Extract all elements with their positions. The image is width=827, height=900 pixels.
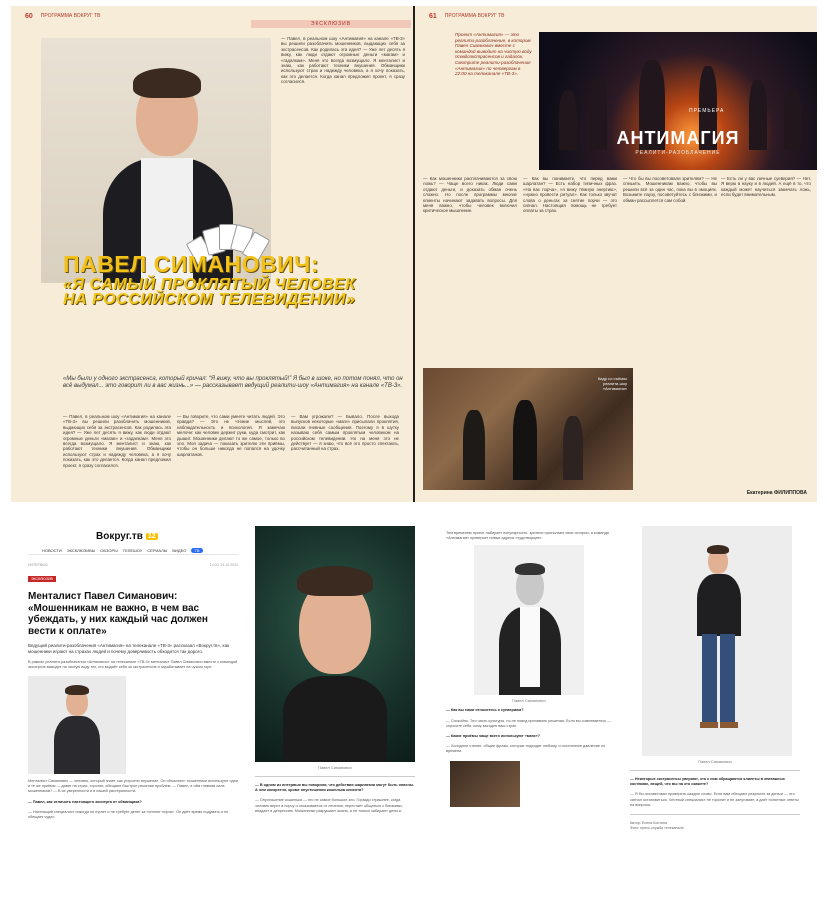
nav-item-video[interactable]: ВИДЕО <box>172 547 187 553</box>
nav-item-exclusives[interactable]: ЭКСКЛЮЗИВЫ <box>66 547 96 553</box>
article-photo[interactable] <box>28 676 126 774</box>
question-text: — Как вы сами относитесь к суевериям? <box>446 708 524 713</box>
article-body: Менталист Симанович — человек, который знает, как устроено внушение. Он объясняет: мошенники используют одни и те же приёмы — давят на страх, торопят, обещают быстрое решение проблем. — Павел, в чём главная сила мошенников? — В их уверенности и в нашей растерянности. <box>28 779 238 794</box>
question-text: — Какие приёмы чаще всего используют «маги»? <box>446 734 540 739</box>
divider <box>630 770 800 771</box>
photo-credit: Фото: пресс-служба телеканала <box>630 826 684 831</box>
page-header-text: ПРОГРАММА ВОКРУГ ТВ <box>444 13 505 19</box>
person-jacket <box>697 574 741 636</box>
article-meta <box>28 563 238 567</box>
question-text: — В одном из интервью вы говорили, что действия шарлатана могут быть опасны. А чем конкретно, кроме опустошения кошелька клиента? <box>255 783 415 793</box>
text-column-3: — Что бы вы посоветовали зрителям? — Не спешить. Мошенникам важно, чтобы вы решили всё за один час, пока вы в эмоциях. Возьмите паузу, посоветуйтесь с близкими, и обман рассыплется сам собой. <box>623 176 717 203</box>
article-question <box>28 800 238 805</box>
person-hair <box>297 566 373 596</box>
text-column-2: — Как вы понимаете, что перед вами шарлатан? — Есть набор типичных фраз. «На вас порча», «я вижу тёмную энергию», «нужно провести ритуал». Как только звучат слова о деньгах за снятие порчи — это сигнал. Настоящая помощь не требует оплаты за страх. <box>523 176 617 214</box>
promo-poster <box>539 32 817 170</box>
article-section[interactable]: ИНТЕРВЬЮ <box>28 563 49 567</box>
photo-caption: Павел Симанович <box>512 698 546 704</box>
article-author: Автор: Елена Костина <box>630 821 667 826</box>
web-article-panel-2 <box>255 526 415 900</box>
article-answer: — Холодное чтение, общие фразы, которые подходят любому, и постоянное давление по времени. <box>446 744 606 754</box>
site-header <box>28 526 238 546</box>
page-header <box>415 6 817 26</box>
site-logo[interactable]: Вокруг.тв <box>96 530 143 542</box>
magazine-right-page <box>415 6 817 502</box>
article-date: 14:00, 23.10.2024 <box>209 563 238 567</box>
photo-caption: Павел Симанович <box>698 759 732 764</box>
text-column-side: — Павел, в реальном шоу «Антимагия» на канале «ТВ-3» вы решили разоблачить мошенников, выдающих себя за экстрасенсов. Как родилась эта идея? — Уже лет десять я вижу, как люди отдают огромные деньги «магам» и «гадалкам». Меня это всегда возмущало. Я менталист и знаю, как работают техники внушения. Обманщики используют страх и надежду человека, а я хочу показать, как это делается. Когда канал предложил проект, я сразу согласился. <box>281 36 405 85</box>
web-article-panel-4 <box>630 526 800 900</box>
article-lead: Ведущий реалити-разоблачения «Антимагия» на телеканале «ТВ-3» рассказал «Вокруг.тв», как мошенники играют на страхах людей и почему доверчивость обходится так дорого. <box>28 643 230 654</box>
promo-title: АНТИМАГИЯ <box>616 128 740 148</box>
magazine-left-page <box>11 6 413 502</box>
article-answer: — Опустошение кошелька — это не самое большое зло. Гораздо страшнее, когда человек верит в порчу и отказывается от лечения, перестаёт общаться с близкими, впадает в депрессию. Мошенники разрушают жизни, а не только забирают деньги. <box>255 798 403 813</box>
text-column-3: — Вам угрожали? — Бывало. После выхода выпусков некоторые «маги» присылали проклятия, писали гневные сообщения. Поэтому я в шутку называю себя самым проклятым человеком на российском телевидении. Но на меня это не действует — я знаю, что всё это просто спектакль, рассчитанный на страх. <box>291 414 399 452</box>
site-nav <box>28 546 238 555</box>
scene-figure <box>513 400 537 480</box>
nav-item-tvshows[interactable]: ТЕЛЕШОУ <box>122 547 143 553</box>
age-rating-badge: 12 <box>147 532 156 540</box>
person-leg-right <box>720 634 735 724</box>
nav-item-reviews[interactable]: ОБЗОРЫ <box>100 547 118 553</box>
article-question <box>446 734 612 739</box>
article-answer: — Настоящий специалист никогда не пугает и не требует денег за «снятие порчи». Он даёт время подумать и не обещает чудес. <box>28 809 229 820</box>
person-hair <box>65 685 89 695</box>
show-still-photo <box>423 368 633 490</box>
question-text: — Павел, как отличить настоящего эксперта от обманщика? <box>28 799 142 804</box>
person-hair <box>133 68 201 98</box>
person-jacket <box>283 676 387 762</box>
promo-description: Проект «Антимагия» — это реалити-разоблачение, в котором Павел Симанович вместе с командой выводит на чистую воду псевдоэкстрасенсов и гадалок. Смотрите реалити-разоблачение «Антимагия» по четвергам в 22:00 на телеканале «ТВ-3». <box>455 32 532 77</box>
promo-premiere-label: ПРЕМЬЕРА <box>689 108 725 114</box>
person-shoe <box>700 722 718 728</box>
article-intro: В рамках реалити-разоблачения «Антимагия» на телеканале «ТВ-3» менталист Павел Симанович вместе с командой экспертов выводит на чистую воду тех, кто выдаёт себя за экстрасенсов и зарабатывает на чужом горе. <box>28 659 238 669</box>
author-byline: Екатерина ФИЛИППОВА <box>746 490 807 496</box>
article-lede: «Мы были у одного экстрасенса, который кричал: “Я вижу, что вы проклятый!” Я был в шоке, но потом понял, что он всё выдумал... это говорит ли в вас жизнь...» — рассказывает ведущий реалити-шоу «Антимагия» на канале «ТВ-3». <box>63 376 403 389</box>
question-text: — Некоторые экстрасенсы уверяют, что к ним обращаются клиенты в эпатажных костюмах, вещей, что вы на это скажете? <box>630 777 785 787</box>
person-jacket <box>54 716 100 774</box>
exclusive-tag[interactable]: ЭКСКЛЮЗИВ <box>28 576 56 582</box>
nav-tv-pill[interactable]: ТВ <box>191 548 202 553</box>
text-column-1: — Павел, в реальном шоу «Антимагия» на канале «ТВ-3» вы решили разоблачить мошенников, выдающих себя за экстрасенсов. Как родилась эта идея? — Уже лет десять я вижу, как люди отдают огромные деньги «магам» и «гадалкам». Меня это всегда возмущало. Я менталист и знаю, как работают техники внушения. Обманщики используют страх и надежду человека, а я хочу показать, как это делается. Когда канал предложил проект, я сразу согласился. <box>63 414 171 468</box>
person-hair <box>515 563 545 575</box>
page-number: 61 <box>429 12 437 20</box>
hero-photo <box>41 38 271 283</box>
nav-item-series[interactable]: СЕРИАЛЫ <box>147 547 168 553</box>
scene-figure <box>463 410 485 480</box>
text-column-2: — Вы говорите, что сами умеете читать людей. Это правда? — Это не чтение мыслей, это наблюдательность и психология. Я замечаю мелочи: как человек держит руки, куда смотрит, как дышит. Мошенники делают то же самое, только во зло. Моя задача — показать зрителю эти приёмы, чтобы он больше никогда не попался на удочку шарлатанов. <box>177 414 285 457</box>
full-length-photo[interactable] <box>642 526 792 756</box>
scene-thumbnail[interactable] <box>450 761 520 807</box>
article-answer: — Спокойно. Это часть культуры, но не повод принимать решения. Если вы сомневаетесь — спросите себя, кому выгоден ваш страх. <box>446 718 612 728</box>
person-hair <box>707 545 729 554</box>
person-leg-left <box>702 634 717 724</box>
magazine-spread <box>11 6 817 502</box>
scene-figure <box>563 416 583 480</box>
headline-name: ПАВЕЛ СИМАНОВИЧ: <box>63 251 319 277</box>
page-header-text: ПРОГРАММА ВОКРУГ ТВ <box>40 13 101 19</box>
page-number: 60 <box>25 12 33 20</box>
divider <box>630 814 800 815</box>
article-answer: — Я бы посоветовал проверять каждое слово. Если вам обещают результат за деньги — это сигнал остановиться. Честный специалист не торопит и не запугивает, а даёт понятные ответы на вопросы. <box>630 792 799 807</box>
bw-photo[interactable] <box>474 545 584 695</box>
promo-subtitle: РЕАЛИТИ-РАЗОБЛАЧЕНИЕ <box>635 150 721 156</box>
photo-caption: Павел Симанович <box>318 765 352 770</box>
headline-quote: «Я САМЫЙ ПРОКЛЯТЫЙ ЧЕЛОВЕК НА РОССИЙСКОМ ТЕЛЕВИДЕНИИ» <box>63 276 356 308</box>
text-column-4: — Есть ли у вас личные суеверия? — Нет. Я верю в науку и в людей. А ещё в то, что каждый может научиться замечать ложь, если будет внимательным. <box>721 176 811 198</box>
person-shirt <box>520 607 540 687</box>
web-article-panel-3 <box>446 526 612 900</box>
text-column-1: — Как мошенники расплачиваются за свою ложь? — Чаще всего никак. Люди сами отдают деньги, и доказать обман очень сложно. Но после программы многие клиенты начинают задавать вопросы. Для меня важно, чтобы человек включил критическое мышление. <box>423 176 517 214</box>
portrait-photo[interactable] <box>255 526 415 762</box>
web-article-panel-1 <box>28 526 238 900</box>
article-question <box>255 783 415 793</box>
article-title: Менталист Павел Симанович: «Мошенникам не важно, в чем вас убеждать, у них каждый час должен вести к оплате» <box>28 591 208 637</box>
rubric-label: ЭКСКЛЮЗИВ <box>251 20 411 28</box>
article-question <box>446 708 612 713</box>
article-intro: Тем временем проект набирает популярность: зрители присылают свои истории, а команда «Антимагии» проверяет новые адреса «чудотворцев». <box>446 531 609 541</box>
person-shoe <box>720 722 738 728</box>
divider <box>255 776 415 777</box>
photo-caption: Кадр со съёмок реалити-шоу «Антимагия» <box>597 376 627 391</box>
article-question <box>630 777 800 787</box>
nav-item-news[interactable]: НОВОСТИ <box>42 547 62 553</box>
